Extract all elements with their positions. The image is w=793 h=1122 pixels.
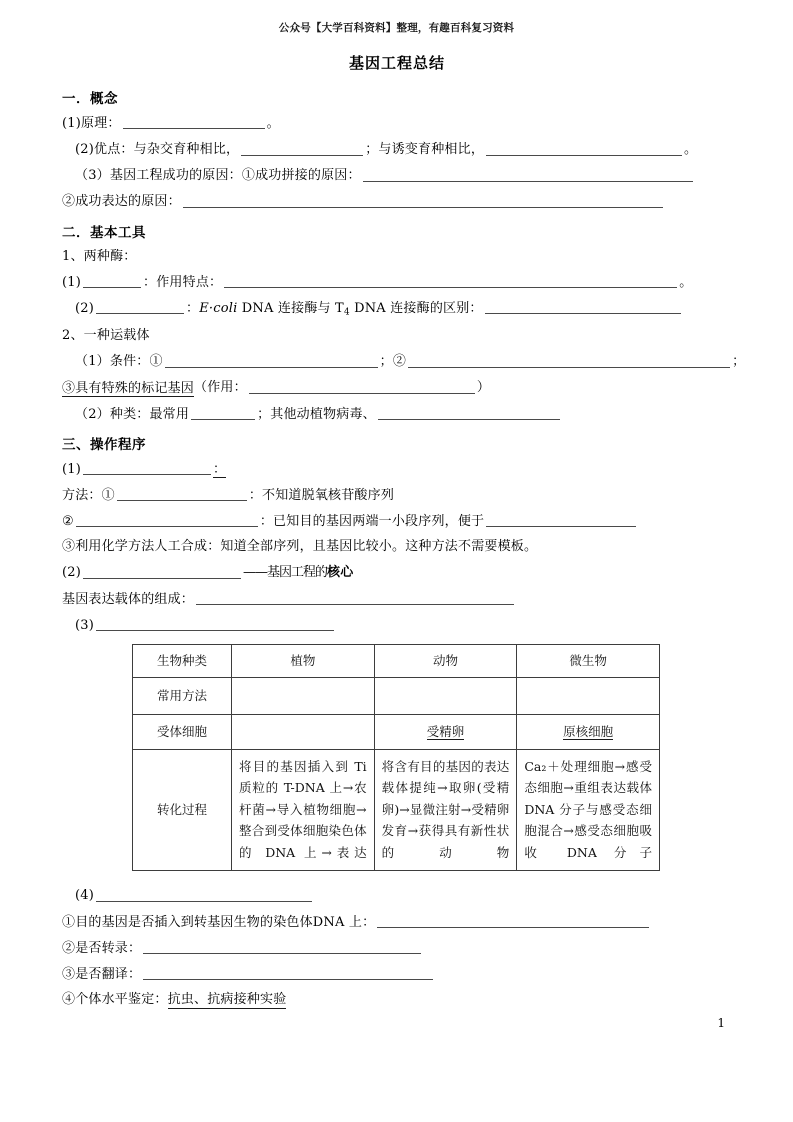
line-procedure-1 — [62, 462, 732, 477]
line-procedure-3 — [62, 618, 732, 633]
line-vector-heading: 2、一种运载体 — [62, 328, 150, 344]
line-method-2 — [62, 514, 732, 529]
blank-expr-vector[interactable] — [196, 592, 514, 605]
blank-vector-common[interactable] — [191, 407, 255, 420]
label-vector-types-mid: ；其他动植物病毒、 — [257, 406, 376, 422]
blank-verify-translation[interactable] — [143, 967, 433, 980]
blank-principle[interactable] — [123, 116, 265, 129]
label-vector-types-pre: （2）种类：最常用 — [75, 406, 190, 422]
label-verify-translation: ③是否翻译： — [62, 966, 142, 982]
label-enzyme1-num: (1) — [62, 274, 82, 290]
cell-method-plant[interactable] — [232, 677, 375, 714]
table-header-row — [133, 644, 660, 677]
section-heading-procedure: 三、操作程序 — [62, 436, 146, 453]
section-heading-concept: 一．概念 — [62, 91, 118, 107]
label-dna-ligase-1: DNA 连接酶与 T — [237, 300, 344, 316]
row-label-common-method: 常用方法 — [133, 677, 232, 714]
label-expression-reason: ②成功表达的原因： — [62, 194, 181, 210]
blank-marker-function[interactable] — [249, 380, 475, 393]
label-principle: (1)原理： — [62, 116, 121, 132]
cell-transformation-plant: 将目的基因插入到 Ti 质粒的 T-DNA 上→农杆菌→导入植物细胞→整合到受体细胞染色体的 DNA 上→表达 — [232, 749, 375, 871]
label-method2-pre: ② — [62, 514, 74, 530]
cell-recipient-plant[interactable] — [232, 714, 375, 749]
label-enzyme2-colon: ： — [186, 300, 200, 316]
blank-vector-other[interactable] — [378, 407, 560, 420]
watermark-header: 公众号【大学百科资料】整理，有趣百科复习资料 — [278, 22, 515, 34]
cell-transformation-animal: 将含有目的基因的表达载体提纯→取卵(受精卵)→显微注射→受精卵发育→获得具有新性状的动物 — [374, 749, 517, 871]
document-content — [62, 52, 746, 1018]
blank-verify-transcription[interactable] — [143, 941, 421, 954]
label-proc1-num: (1) — [62, 461, 82, 477]
line-enzyme-1 — [62, 275, 732, 290]
transformation-table-wrapper — [132, 644, 732, 872]
blank-enzyme2-name[interactable] — [96, 301, 184, 314]
period-principle: 。 — [266, 116, 280, 132]
label-verify-transcription: ②是否转录： — [62, 940, 142, 956]
blank-enzyme1-name[interactable] — [83, 275, 141, 288]
table-header-animal: 动物 — [374, 644, 517, 677]
value-recipient-microbe: 原核细胞 — [563, 723, 614, 739]
label-method-pre: 方法：① — [62, 487, 115, 503]
blank-enzyme1-feature[interactable] — [224, 275, 677, 288]
label-enzyme2-num: (2) — [75, 300, 95, 316]
table-row — [133, 677, 660, 714]
table-header-species: 生物种类 — [133, 644, 232, 677]
blank-method-2-tail[interactable] — [486, 514, 636, 527]
period-enzyme1: 。 — [679, 274, 693, 290]
line-procedure-2 — [62, 565, 732, 580]
page-number: 1 — [717, 1016, 725, 1030]
line-verify-insertion — [62, 915, 732, 930]
line-expression-vector-composition — [62, 592, 732, 607]
section-heading-tools: 二．基本工具 — [62, 224, 146, 241]
cell-recipient-animal — [374, 714, 517, 749]
label-vector-cond-end: ； — [732, 354, 746, 370]
label-core: 核心 — [327, 565, 354, 581]
line-advantages — [62, 142, 732, 157]
table-header-microbe: 微生物 — [517, 644, 660, 677]
line-success-reason — [62, 168, 732, 183]
blank-ligase-difference[interactable] — [485, 301, 681, 314]
table-row — [133, 714, 660, 749]
blank-verify-insertion[interactable] — [377, 915, 649, 928]
cell-transformation-microbe: Ca₂＋处理细胞→感受态细胞→重组表达载体 DNA 分子与感受态细胞混合→感受态细胞吸收 DNA 分子 — [517, 749, 660, 871]
cell-method-microbe[interactable] — [517, 677, 660, 714]
blank-proc2[interactable] — [83, 565, 241, 578]
label-proc3-num: (3) — [75, 617, 95, 633]
line-marker-gene — [62, 380, 732, 395]
label-ecoli: E·coli — [199, 300, 238, 316]
blank-proc4[interactable] — [96, 888, 312, 901]
label-method-post: ：不知道脱氧核苷酸序列 — [248, 487, 395, 503]
blank-vector-cond-1[interactable] — [165, 354, 378, 367]
line-verify-translation — [62, 967, 732, 982]
line-method-3: ③利用化学方法人工合成：知道全部序列，且基因比较小。这种方法不需要模板。 — [62, 539, 538, 555]
label-vector-cond-pre: （1）条件：① — [75, 354, 163, 370]
page-title: 基因工程总结 — [348, 54, 445, 72]
line-vector-types — [62, 407, 732, 422]
value-verify-individual: 抗虫、抗病接种实验 — [167, 992, 287, 1007]
line-expression-reason — [62, 194, 732, 209]
label-verify-insertion: ①目的基因是否插入到转基因生物的染色体DNA 上： — [62, 914, 376, 930]
blank-expression-reason[interactable] — [183, 194, 663, 207]
row-label-transformation: 转化过程 — [133, 749, 232, 871]
row-label-recipient-cell: 受体细胞 — [133, 714, 232, 749]
blank-advantage-hybrid[interactable] — [241, 142, 363, 155]
line-verify-individual — [62, 993, 732, 1007]
line-enzyme-2 — [62, 301, 732, 318]
blank-splice-reason[interactable] — [363, 168, 693, 181]
label-proc1-colon: ： — [213, 461, 227, 477]
label-marker-pre: （作用： — [194, 380, 247, 396]
cell-method-animal[interactable] — [374, 677, 517, 714]
label-enzyme1-mid: ：作用特点： — [143, 274, 223, 290]
cell-recipient-microbe — [517, 714, 660, 749]
value-recipient-animal: 受精卵 — [426, 723, 465, 739]
label-vector-cond-mid: ；② — [379, 354, 407, 370]
line-method-1 — [62, 488, 732, 503]
label-verify-individual: ④个体水平鉴定： — [62, 992, 168, 1007]
label-dna-ligase-2: DNA 连接酶的区别： — [349, 300, 483, 316]
transformation-table — [132, 644, 660, 872]
label-t4-subscript: 4 — [343, 307, 350, 318]
blank-method-1[interactable] — [117, 488, 247, 501]
line-procedure-4 — [62, 888, 732, 903]
blank-proc1[interactable] — [83, 462, 211, 475]
line-two-enzymes: 1、两种酶： — [62, 248, 137, 264]
verification-block — [62, 888, 732, 1006]
table-header-plant: 植物 — [232, 644, 375, 677]
label-proc2-dash: ——基因工程的 — [243, 565, 328, 581]
label-proc4-num: (4) — [75, 888, 95, 904]
label-marker-end: ） — [476, 380, 491, 396]
label-proc2-num: (2) — [62, 565, 82, 581]
label-expr-vector: 基因表达载体的组成： — [62, 591, 195, 607]
label-method2-post: ：已知目的基因两端一小段序列，便于 — [259, 514, 485, 530]
label-advantages: (2)优点：与杂交育种相比， — [75, 142, 240, 158]
blank-advantage-mutation[interactable] — [486, 142, 682, 155]
line-verify-transcription — [62, 941, 732, 956]
label-marker-gene: ③具有特殊的标记基因 — [62, 380, 195, 396]
table-row — [133, 749, 660, 871]
blank-vector-cond-2[interactable] — [408, 354, 730, 367]
label-advantage-mid: ；与诱变育种相比， — [365, 142, 485, 158]
line-vector-conditions — [62, 354, 746, 370]
blank-proc3[interactable] — [96, 618, 334, 631]
period-advantages: 。 — [684, 142, 698, 158]
blank-method-2[interactable] — [76, 514, 258, 527]
line-principle — [62, 116, 732, 131]
label-success-reason: （3）基因工程成功的原因：①成功拼接的原因： — [75, 168, 361, 184]
